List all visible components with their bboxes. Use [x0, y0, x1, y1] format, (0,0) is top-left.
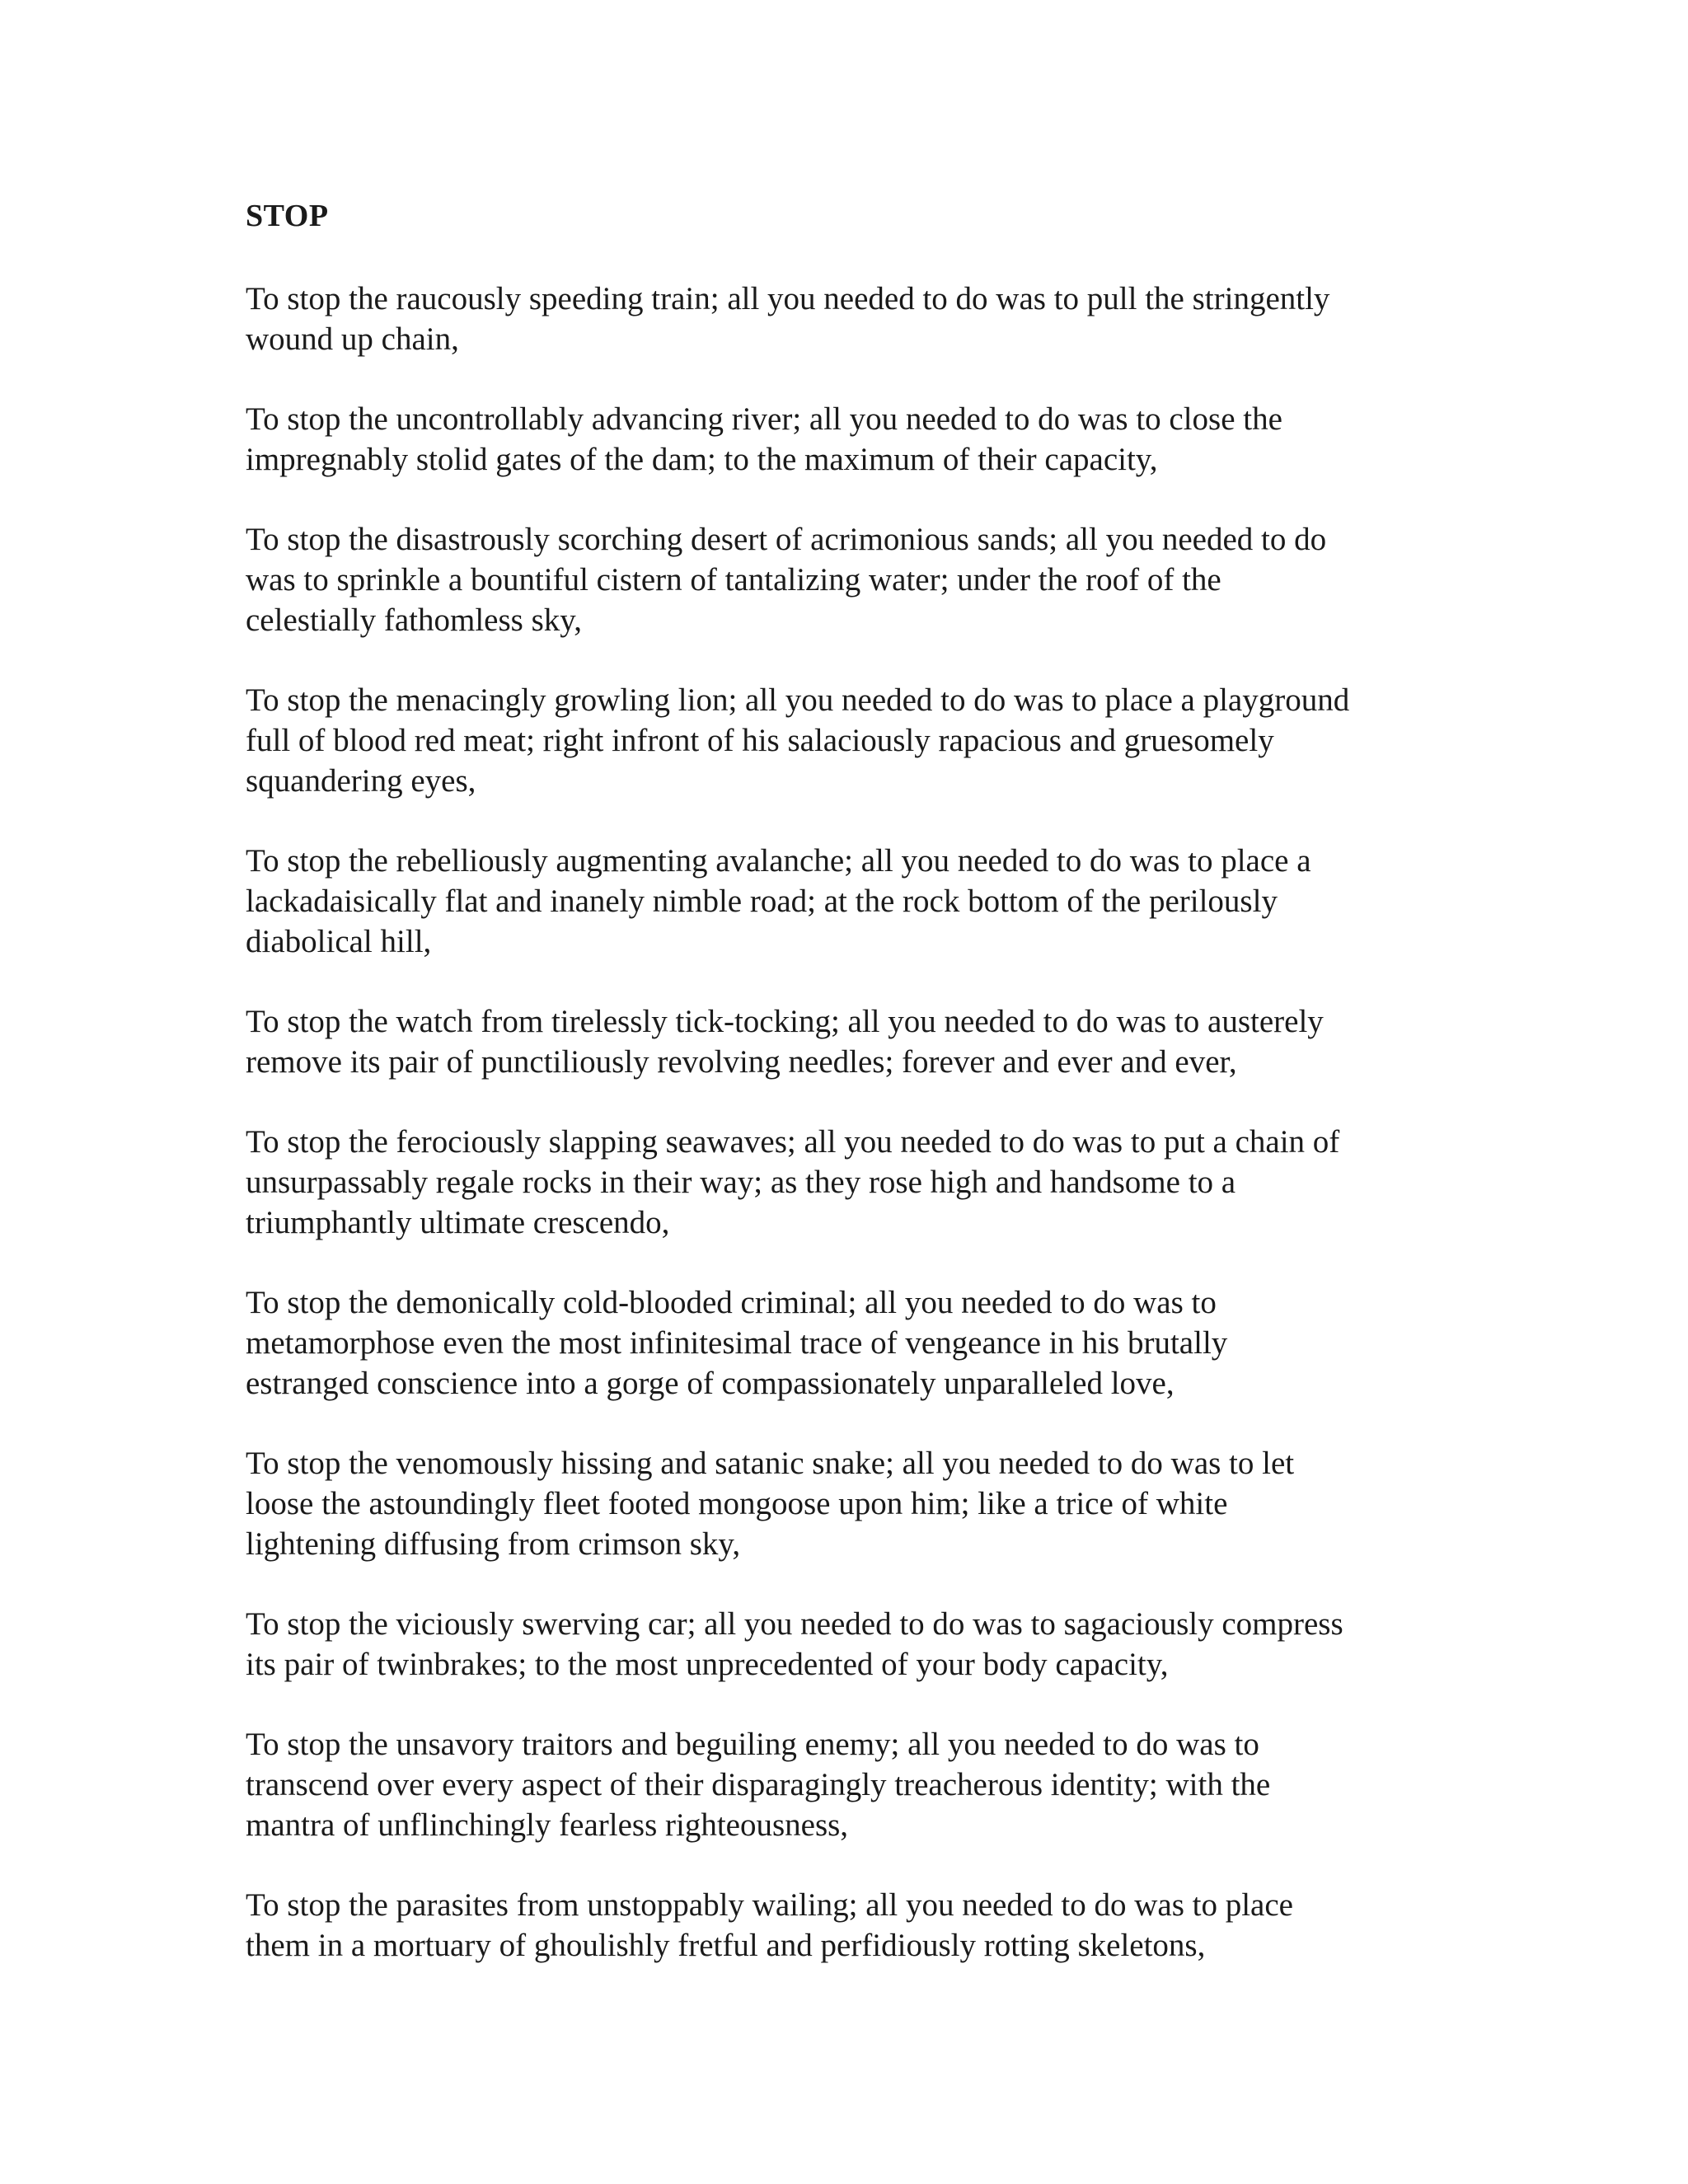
poem-line: triumphantly ultimate crescendo, — [246, 1205, 670, 1240]
stanza — [246, 1001, 1474, 1082]
poem-line: remove its pair of punctiliously revolving needles; forever and ever and ever, — [246, 1044, 1237, 1080]
poem-line: impregnably stolid gates of the dam; to the maximum of their capacity, — [246, 442, 1158, 477]
poem-line: To stop the demonically cold-blooded criminal; all you needed to do was to — [246, 1285, 1217, 1320]
stanza — [246, 399, 1474, 480]
poem-line: loose the astoundingly fleet footed mongoose upon him; like a trice of white — [246, 1486, 1228, 1521]
poem-line: lackadaisically flat and inanely nimble road; at the rock bottom of the perilously — [246, 883, 1278, 919]
stanza — [246, 1604, 1474, 1685]
stanza — [246, 1122, 1474, 1243]
poem-line: mantra of unflinchingly fearless righteousness, — [246, 1807, 849, 1843]
poem-body — [246, 196, 1474, 2005]
poem-line: To stop the parasites from unstoppably wailing; all you needed to do was to place — [246, 1887, 1293, 1923]
poem-line: squandering eyes, — [246, 763, 476, 799]
poem-line: full of blood red meat; right infront of his salaciously rapacious and gruesomely — [246, 723, 1274, 758]
poem-line: was to sprinkle a bountiful cistern of tantalizing water; under the roof of the — [246, 562, 1221, 598]
stanza — [246, 279, 1474, 359]
stanza — [246, 1282, 1474, 1404]
stanza — [246, 680, 1474, 801]
poem-line: To stop the watch from tirelessly tick-tocking; all you needed to do was to austerely — [246, 1004, 1324, 1039]
poem-line: metamorphose even the most infinitesimal trace of vengeance in his brutally — [246, 1325, 1228, 1361]
poem-line: To stop the uncontrollably advancing river; all you needed to do was to close the — [246, 401, 1282, 437]
poem-line: To stop the raucously speeding train; all you needed to do was to pull the stringently — [246, 281, 1330, 316]
poem-line: wound up chain, — [246, 321, 459, 357]
poem-line: its pair of twinbrakes; to the most unprecedented of your body capacity, — [246, 1647, 1169, 1682]
poem-line: celestially fathomless sky, — [246, 602, 582, 638]
stanza — [246, 1443, 1474, 1564]
poem-line: estranged conscience into a gorge of compassionately unparalleled love, — [246, 1366, 1175, 1401]
poem-line: transcend over every aspect of their disparagingly treacherous identity; with the — [246, 1767, 1271, 1802]
poem-line: To stop the disastrously scorching desert of acrimonious sands; all you needed to do — [246, 522, 1327, 557]
poem-line: To stop the viciously swerving car; all you needed to do was to sagaciously compress — [246, 1606, 1343, 1642]
poem-line: To stop the unsavory traitors and beguiling enemy; all you needed to do was to — [246, 1727, 1259, 1762]
stanza — [246, 519, 1474, 640]
stanza — [246, 1885, 1474, 1966]
poem-line: them in a mortuary of ghoulishly fretful and perfidiously rotting skeletons, — [246, 1928, 1206, 1963]
stanza — [246, 1724, 1474, 1845]
poem-line: diabolical hill, — [246, 924, 432, 959]
poem-title: STOP — [246, 199, 329, 233]
poem-line: unsurpassably regale rocks in their way; as they rose high and handsome to a — [246, 1165, 1236, 1200]
poem-line: To stop the ferociously slapping seawaves; all you needed to do was to put a chain of — [246, 1124, 1340, 1160]
poem-line: To stop the rebelliously augmenting avalanche; all you needed to do was to place a — [246, 843, 1311, 879]
poem-line: To stop the venomously hissing and satanic snake; all you needed to do was to let — [246, 1446, 1295, 1481]
poem-line: lightening diffusing from crimson sky, — [246, 1526, 741, 1562]
stanza — [246, 841, 1474, 962]
poem-line: To stop the menacingly growling lion; all you needed to do was to place a playground — [246, 682, 1350, 718]
